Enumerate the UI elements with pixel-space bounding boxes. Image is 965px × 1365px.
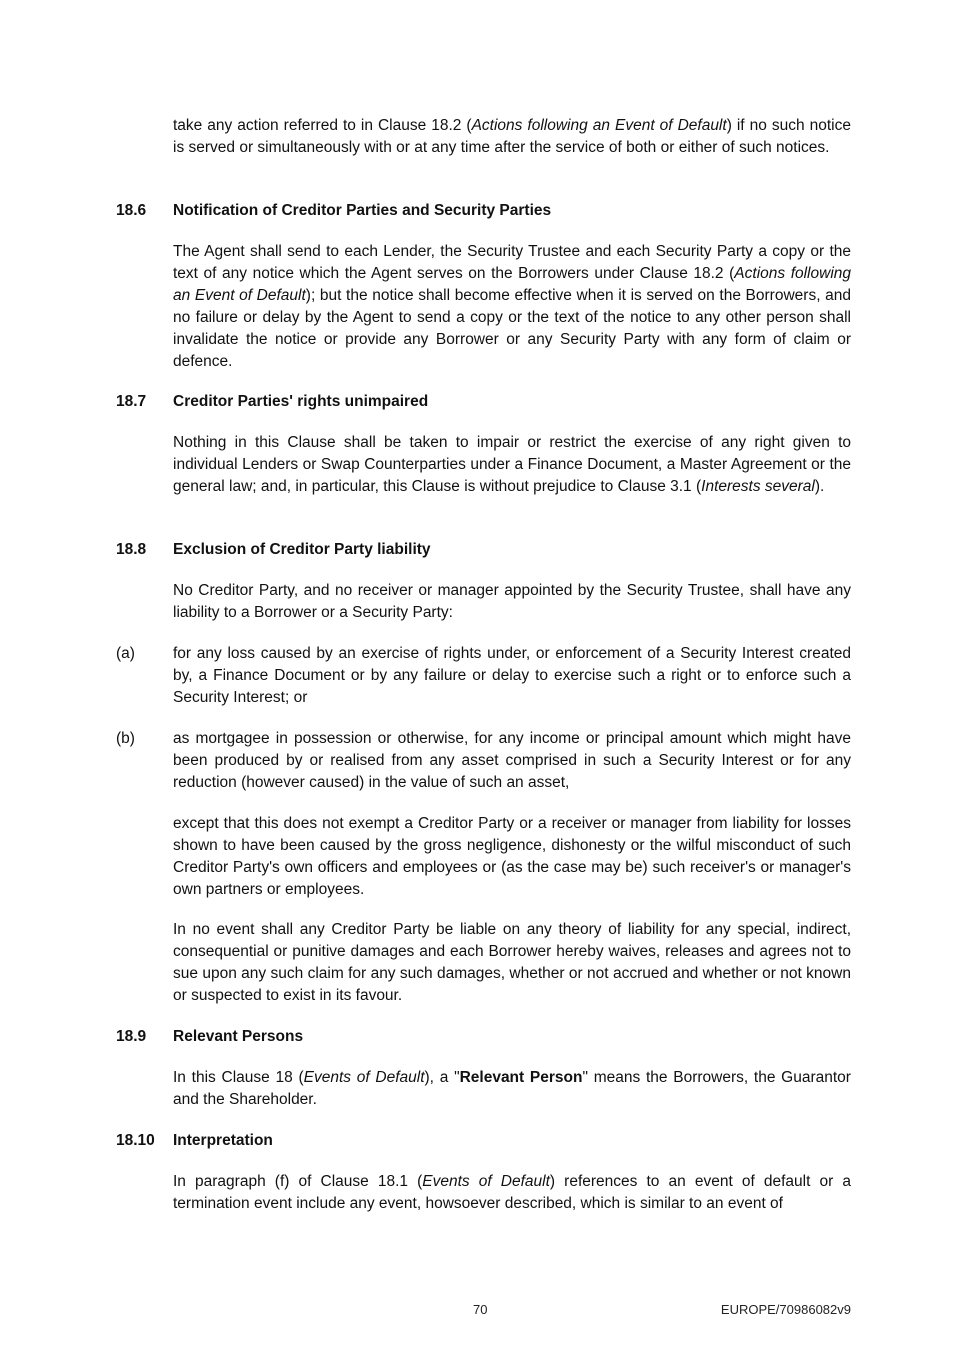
section-heading-18-8 <box>116 539 851 561</box>
section-18-8-intro: No Creditor Party, and no receiver or manager appointed by the Security Trustee, shall have any liability to a Borrower or a Security Party: <box>173 582 851 621</box>
italic-reference: Events of Default <box>422 1173 550 1190</box>
list-item-label-b: (b) <box>116 730 135 747</box>
clause-18-5-continuation <box>173 115 851 159</box>
section-title: Interpretation <box>173 1132 273 1149</box>
section-title: Notification of Creditor Parties and Security Parties <box>173 202 552 219</box>
text: ), a " <box>424 1069 460 1086</box>
section-heading-18-9 <box>116 1026 851 1048</box>
text: In this Clause 18 ( <box>173 1069 304 1086</box>
section-18-10-body <box>173 1171 851 1215</box>
section-18-9-body <box>173 1067 851 1111</box>
section-18-7-body <box>173 432 851 498</box>
section-number: 18.9 <box>116 1028 147 1045</box>
italic-reference: Events of Default <box>303 1069 425 1086</box>
section-heading-18-7 <box>116 391 851 413</box>
list-item-a-text: for any loss caused by an exercise of rights under, or enforcement of a Security Interest created by, a Finance Document or by any failure or delay to exercise such a right or to enforce such a Security Interest; or <box>173 645 851 706</box>
text: Nothing in this Clause shall be taken to impair or restrict the exercise of any right given to individual Lenders or Swap Counterparties under a Finance Document, a Master Agreement or the general law; and, in particular, this Clause is without prejudice to Clause 3.1 ( <box>173 434 851 495</box>
document-reference: EUROPE/70986082v9 <box>720 1302 851 1317</box>
text: ); but the notice shall become effective when it is served on the Borrowers, and no failure or delay by the Agent to send a copy or the text of the notice to any other person shall invalidate the notice or provide any Borrower or any Security Party with any form of claim or defence. <box>173 287 851 370</box>
text: ) if no such notice is served or simultaneously with or at any time after the service of both or either of such notices. <box>173 117 851 156</box>
text: take any action referred to in Clause 18.2 ( <box>173 117 472 134</box>
section-heading-18-6 <box>116 200 851 222</box>
page-number: 70 <box>473 1302 488 1317</box>
section-number: 18.8 <box>116 541 147 558</box>
text: " means the Borrowers, the Guarantor and the Shareholder. <box>173 1069 851 1108</box>
italic-reference: Actions following an Event of Default <box>173 265 852 304</box>
section-title: Relevant Persons <box>173 1028 304 1045</box>
italic-reference: Actions following an Event of Default <box>471 117 727 134</box>
text: ). <box>814 478 825 495</box>
text: The Agent shall send to each Lender, the Security Trustee and each Security Party a copy or the text of any notice which the Agent serves on the Borrowers under Clause 18.2 ( <box>173 243 851 282</box>
section-number: 18.10 <box>116 1132 155 1149</box>
section-number: 18.7 <box>116 393 147 410</box>
section-title: Creditor Parties' rights unimpaired <box>173 393 429 410</box>
list-item-label-a: (a) <box>116 645 135 662</box>
section-heading-18-10 <box>116 1130 851 1152</box>
italic-reference: Interests several <box>701 478 815 495</box>
text: ) references to an event of default or a termination event include any event, howsoever described, which is similar to an event of <box>173 1173 851 1212</box>
section-number: 18.6 <box>116 202 147 219</box>
defined-term: Relevant Person <box>459 1069 583 1086</box>
section-18-6-body <box>173 241 851 373</box>
list-item-b-text: as mortgagee in possession or otherwise, for any income or principal amount which might have been produced by or realised from any asset comprised in such a Security Interest or for any reduction (however caused) in the value of such an asset, <box>173 730 851 791</box>
no-event-paragraph: In no event shall any Creditor Party be liable on any theory of liability for any special, indirect, consequential or punitive damages and each Borrower hereby waives, releases and agrees not to sue upon any such claim for any such damages, whether or not accrued and whether or not known or suspected to exist in its favour. <box>173 921 851 1004</box>
except-paragraph: except that this does not exempt a Creditor Party or a receiver or manager from liability for losses shown to have been caused by the gross negligence, dishonesty or the wilful misconduct of such Creditor Party's own officers and employees or (as the case may be) such receiver's or manager's own partners or employees. <box>173 815 851 898</box>
text: In paragraph (f) of Clause 18.1 ( <box>173 1173 423 1190</box>
section-title: Exclusion of Creditor Party liability <box>173 541 431 558</box>
